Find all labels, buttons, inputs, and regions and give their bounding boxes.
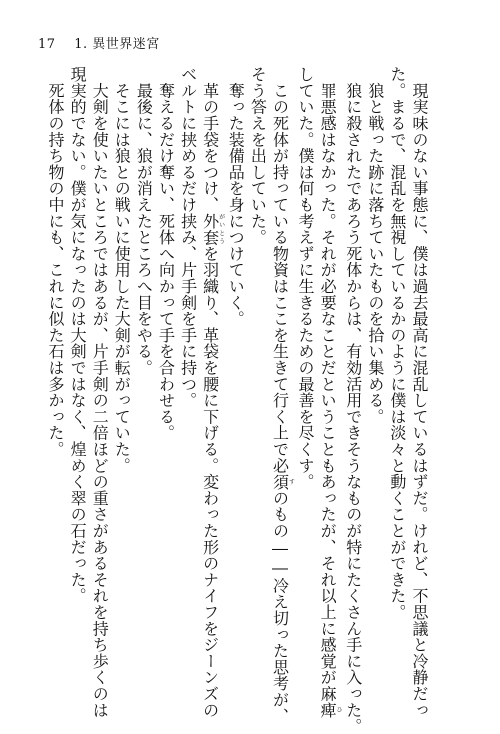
text-line: そこには狼との戦いに使用した大剣が転がっていた。	[112, 66, 132, 474]
text-segment: のもの――冷え切った思考が、	[270, 489, 290, 725]
text-line: 奪えるだけ奪い、死体へ向かって手を合わせる。	[156, 66, 176, 441]
text-line: 現実味のない事態に、僕は過去最高に混乱しているはずだ。けれど、不思議と冷静だっ	[410, 66, 429, 718]
ruby-reading: す	[287, 473, 295, 490]
text-segment: 革の手袋をつけ、	[200, 66, 220, 213]
page-number: 17	[38, 37, 56, 52]
ruby-base: 痺	[318, 701, 338, 719]
text-line: していた。僕は何も考えずに生きるための最善を尽くす。	[296, 66, 316, 490]
body-text	[10, 66, 430, 734]
text-line: た。まるで、混乱を無視しているかのように僕は淡々と動くことができた。	[387, 66, 407, 621]
text-segment: を羽織り、革袋を腰に下げる。変わった形のナイフをジーンズの	[200, 245, 220, 719]
ruby-reading: ひ	[335, 701, 343, 719]
text-line: ベルトに挟めるだけ挟み、片手剣を手に持つ。	[178, 66, 198, 409]
ruby-reading: がいとう	[217, 212, 225, 246]
text-line: 大剣を使いたいところではあるが、片手剣の二倍ほどの重さがあるそれを持ち歩くのは	[90, 66, 110, 718]
text-line: そう答えを出していた。	[248, 66, 268, 246]
text-segment: この死体が持っている物資はここを生きて行く上で必	[270, 66, 290, 474]
text-line: 死体の持ち物の中にも、これに似た石は多かった。	[46, 66, 65, 458]
text-line	[268, 66, 295, 725]
text-line	[316, 66, 343, 719]
ruby-base: 須	[270, 473, 290, 490]
text-line: 最後に、狼が消えたところへ目をやる。	[134, 66, 154, 376]
text-line: 奪った装備品を身につけていく。	[226, 66, 246, 327]
ruby-word	[318, 701, 343, 719]
text-line: 狼に殺されたであろう死体からは、有効活用できそうなものが特にたくさん手に入った。	[343, 66, 363, 734]
text-line	[199, 66, 225, 719]
ruby-base: 外套	[200, 212, 220, 246]
text-line: 現実的でない。僕が気になったのは大剣ではなく、煌めく翠の石だった。	[68, 66, 88, 604]
ruby-word	[200, 212, 225, 246]
ruby-word	[270, 473, 295, 490]
text-line: 狼と戦った跡に落ちていたものを拾い集める。	[365, 66, 385, 425]
text-segment: 罪悪感はなかった。それが必要なことだということもあったが、それ以上に感覚が麻	[318, 66, 338, 702]
running-header	[38, 33, 160, 52]
chapter-title: 1. 異世界迷宮	[74, 37, 160, 52]
